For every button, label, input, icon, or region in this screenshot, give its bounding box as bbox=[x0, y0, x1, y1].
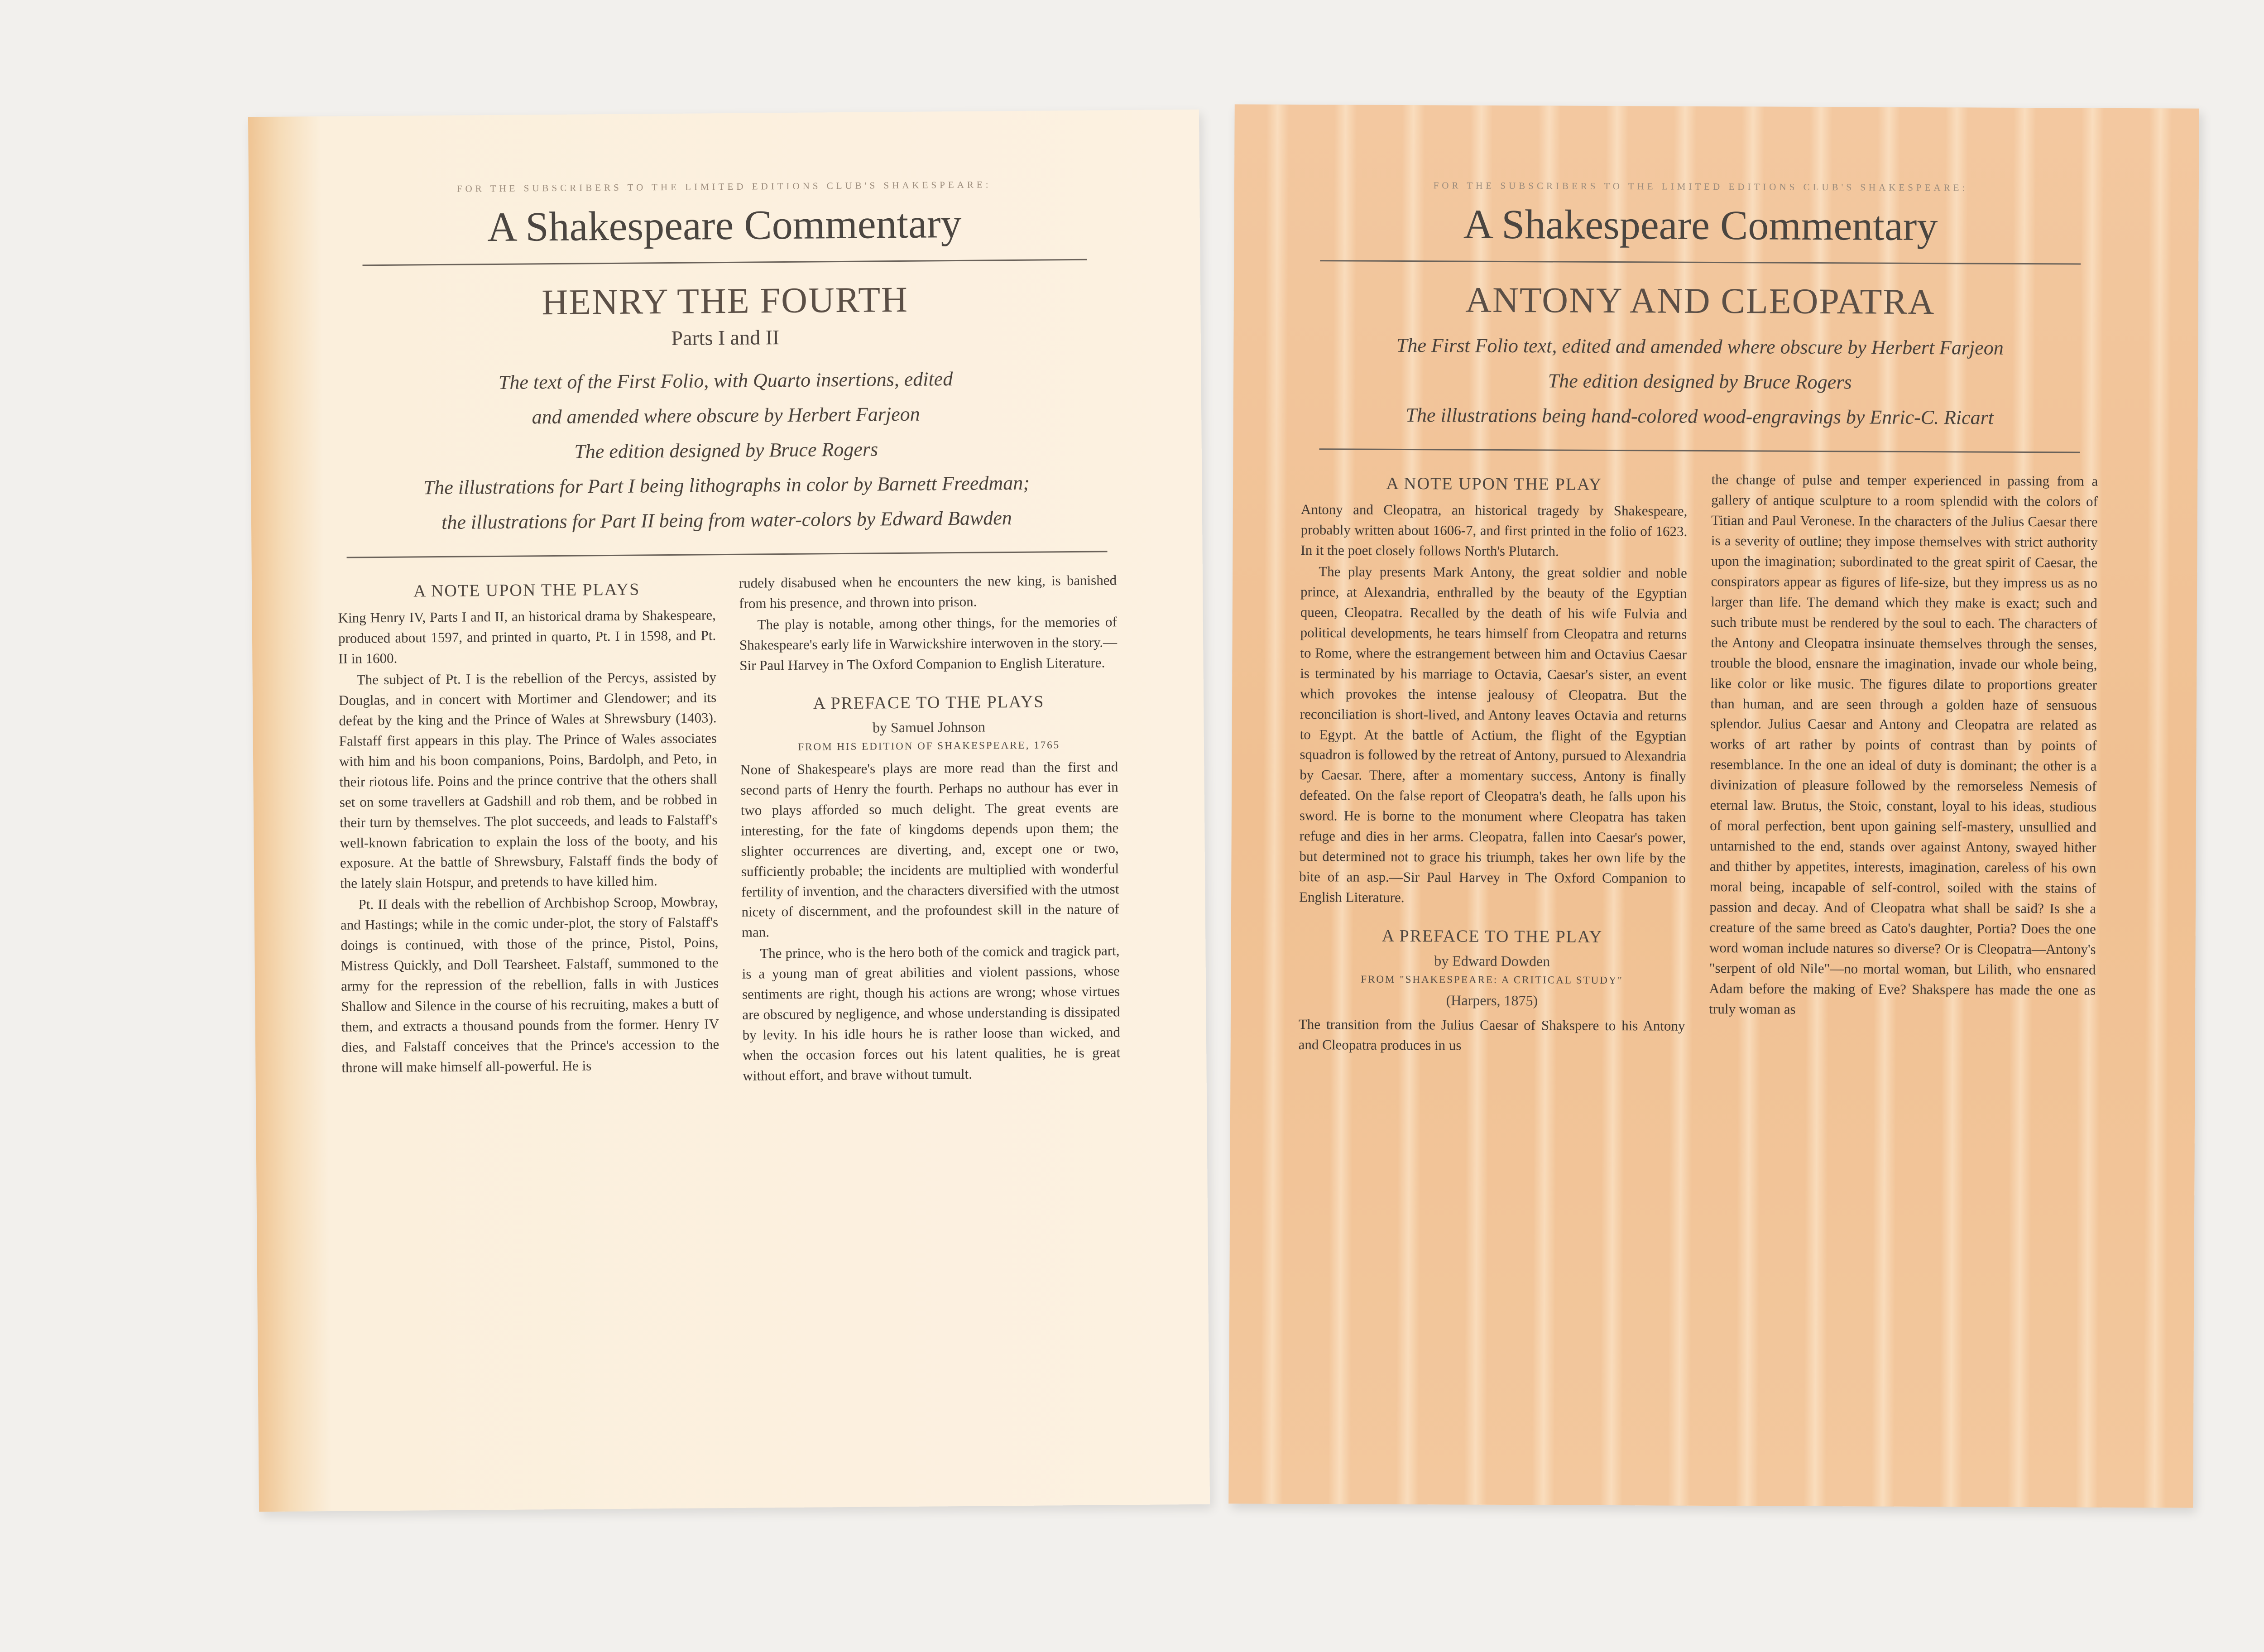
credits-rule bbox=[347, 551, 1108, 558]
note-heading: A NOTE UPON THE PLAY bbox=[1386, 474, 1602, 495]
antony-cleopatra-commentary-sheet bbox=[1228, 104, 2199, 1508]
note-paragraph: King Henry IV, Parts I and II, an historical drama by Shakespeare, produced about 1597, and printed in quarto, Pt. I in 1598, and Pt. II in 1600. bbox=[338, 607, 716, 667]
preface-paragraph: The transition from the Julius Caesar of Shakspere to his Antony and Cleopatra produces in us bbox=[1298, 1016, 1685, 1053]
masthead-rule bbox=[363, 259, 1087, 266]
credit-line: the illustrations for Part II being from water-colors by Edward Bawden bbox=[441, 507, 1012, 534]
edition-credits bbox=[1301, 327, 2099, 436]
subscriber-line: FOR THE SUBSCRIBERS TO THE LIMITED EDITIONS CLUB'S SHAKESPEARE: bbox=[1433, 180, 1968, 193]
credits-rule bbox=[1319, 448, 2080, 453]
column-left bbox=[1299, 468, 1688, 1057]
credit-line: The text of the First Folio, with Quarto insertions, edited bbox=[498, 368, 953, 394]
text-columns bbox=[1299, 468, 2098, 1059]
preface-source: FROM "SHAKESPEARE: A CRITICAL STUDY" bbox=[1361, 973, 1623, 986]
play-parts: Parts I and II bbox=[671, 326, 780, 350]
play-title: HENRY THE FOURTH bbox=[542, 280, 909, 323]
edition-credits bbox=[336, 360, 1116, 540]
credit-line: The First Folio text, edited and amended where obscure by Herbert Farjeon bbox=[1396, 334, 2004, 359]
credit-line: The illustrations being hand-colored wood-engravings by Enric-C. Ricart bbox=[1405, 404, 1994, 429]
note-paragraph: rudely disabused when he encounters the new king, is banished from his presence, and thrown into prison. bbox=[739, 572, 1117, 611]
column-right bbox=[1709, 470, 2098, 1059]
note-paragraph: Pt. II deals with the rebellion of Archbishop Scroop, Mowbray, and Hastings; while in the comic under-plot, the story of Falstaff's doings is continued, with those of the prince, Pistol, Poins, Mistress Quickly, and Doll Tearsheet. Falstaff, summoned to the army for the repression of the rebellion, falls in with Justices Shallow and Silence in the course of his recruiting, makes a butt of them, and extracts a thousand pounds from the former. Henry IV dies, and Falstaff conceives that the Prince's accession to the throne will make himself all-powerful. He is bbox=[340, 893, 719, 1076]
credit-line: The edition designed by Bruce Rogers bbox=[574, 438, 878, 463]
note-heading: A NOTE UPON THE PLAYS bbox=[413, 580, 640, 601]
preface-publisher: (Harpers, 1875) bbox=[1446, 992, 1538, 1009]
sheet-content bbox=[1299, 179, 2099, 1059]
masthead-rule bbox=[1320, 260, 2081, 264]
note-paragraph: The play is notable, among other things, for the memories of Shakespeare's early life in Warwickshire interwoven in the story.—Sir Paul Harvey in The Oxford Companion to English Literature. bbox=[739, 614, 1118, 673]
preface-heading: A PREFACE TO THE PLAYS bbox=[813, 692, 1045, 713]
play-title: ANTONY AND CLEOPATRA bbox=[1465, 280, 1935, 322]
text-columns bbox=[338, 570, 1121, 1090]
preface-paragraph: the change of pulse and temper experienced in passing from a gallery of antique sculpture to a room splendid with the colors of Titian and Paul Veronese. In the characters of the Julius Caesar there is a severity of outline; they impose themselves with strict authority upon the imagination; subordinated to the great spirit of Caesar, the conspirators appear as figures of life-size, but they impress us as no larger than life. The demand which they make is exact; such and such tribute must be rendered by the soul to each. The characters of the Antony and Cleopatra insinuate themselves through the senses, trouble the blood, ensnare the imagination, invade our whole being, like color or like music. The figures dilate to proportions greater than human, and are seen through a golden haze of sensuous splendor. Julius Caesar and Antony and Cleopatra are related as works of art rather by points of contrast than by points of resemblance. In the one an ideal of duty is dominant; the other is a divinization of pleasure followed by the remorseless Nemesis of eternal law. Brutus, the Stoic, constant, loyal to his ideas, studious of moral perfection, bent upon gaining self-mastery, unsullied and untarnished to the end, stands over against Antony, swayed hither and thither by appetites, interests, imagination, careless of his own moral being, incapable of self-control, soiled with the stains of passion and decay. And of Cleopatra what shall be said? Is she a creature of the same breed as Cato's daughter, Portia? Does the one word woman include natures so diverse? Or is Cleopatra—Antony's "serpent of old Nile"—no mortal woman, but Lilith, who ensnared Adam before the making of Eve? Shakspere has made the one as truly woman as bbox=[1709, 471, 2098, 1017]
credit-line: and amended where obscure by Herbert Farjeon bbox=[532, 403, 920, 428]
credit-line: The illustrations for Part I being lithographs in color by Barnett Freedman; bbox=[423, 471, 1030, 499]
preface-paragraph: None of Shakespeare's plays are more read than the first and second parts of Henry the fourth. Perhaps no authour has ever in two plays afforded so much delight. The great events are interesting, for the fate of kingdoms depends upon them; the slighter occurrences are diverting, and, except one or two, sufficiently probable; the incidents are multiplied with wonderful fertility of invention, and the characters diversified with the utmost nicety of discernment, and the profoundest skill in the nature of man. bbox=[740, 759, 1119, 941]
credit-line: The edition designed by Bruce Rogers bbox=[1548, 370, 1852, 394]
preface-heading: A PREFACE TO THE PLAY bbox=[1381, 926, 1603, 946]
masthead-title: A Shakespeare Commentary bbox=[1463, 201, 1938, 250]
note-paragraph: The subject of Pt. I is the rebellion of the Percys, assisted by Douglas, and in concert with Mortimer and Glendower; and its defeat by the king and the Prince of Wales at Shrewsbury (1403). Falstaff first appears in this play. The Prince of Wales associates with him and his boon companions, Poins, Bardolph, and Peto, in their riotous life. Poins and the prince contrive that the others shall set on some travellers at Gadshill and rob them, and be robbed in their turn by themselves. The plot succeeds, and leads to Falstaff's well-known fabrication to explain the loss of the booty, and his exposure. At the battle of Shrewsbury, Falstaff finds the body of the lately slain Hotspur, and pretends to have killed him. bbox=[338, 669, 718, 892]
preface-source: FROM HIS EDITION OF SHAKESPEARE, 1765 bbox=[798, 739, 1060, 753]
henry-iv-commentary-sheet bbox=[248, 110, 1210, 1512]
preface-paragraph: The prince, who is the hero both of the comick and tragick part, is a young man of great abilities and violent passions, whose sentiments are right, though his actions are wrong; whose virtues are obscured by negligence, and whose understanding is dissipated by levity. In his idle hours he is rather loose than wicked, and when the occasion forces out his latent qualities, he is great without effort, and brave without tumult. bbox=[742, 942, 1121, 1084]
preface-byline: by Edward Dowden bbox=[1434, 952, 1550, 970]
masthead-title: A Shakespeare Commentary bbox=[487, 200, 962, 250]
note-paragraph: The play presents Mark Antony, the great soldier and noble prince, at Alexandria, enthralled by the beauty of the Egyptian queen, Cleopatra. Recalled by the death of his wife Fulvia and political developments, he tears himself from Cleopatra and returns to Rome, where the estrangement between him and Octavius Caesar is terminated by his marriage to Octavia, Caesar's sister, an event which provokes the intense jealousy of Cleopatra. But the reconciliation is short-lived, and Antony leaves Octavia and returns to Egypt. At the battle of Actium, the flight of the Egyptian squadron is followed by the retreat of Antony, pursued to Alexandria by Caesar. There, after a momentary success, Antony is finally defeated. On the false report of Cleopatra's death, he falls upon his sword. He is borne to the monument where Cleopatra has taken refuge and dies in her arms. Cleopatra, fallen into Caesar's power, but determined not to grace his triumph, takes her own life by the bite of an asp.—Sir Paul Harvey in The Oxford Companion to English Literature. bbox=[1299, 563, 1687, 906]
column-left bbox=[338, 573, 719, 1090]
subscriber-line: FOR THE SUBSCRIBERS TO THE LIMITED EDITIONS CLUB'S SHAKESPEARE: bbox=[456, 179, 992, 194]
note-paragraph: Antony and Cleopatra, an historical tragedy by Shakespeare, probably written about 1606-7, and first printed in the folio of 1623. In it the poet closely follows North's Plutarch. bbox=[1300, 501, 1688, 559]
column-right bbox=[739, 570, 1121, 1087]
sheet-content bbox=[335, 178, 1121, 1090]
preface-byline: by Samuel Johnson bbox=[872, 718, 986, 736]
